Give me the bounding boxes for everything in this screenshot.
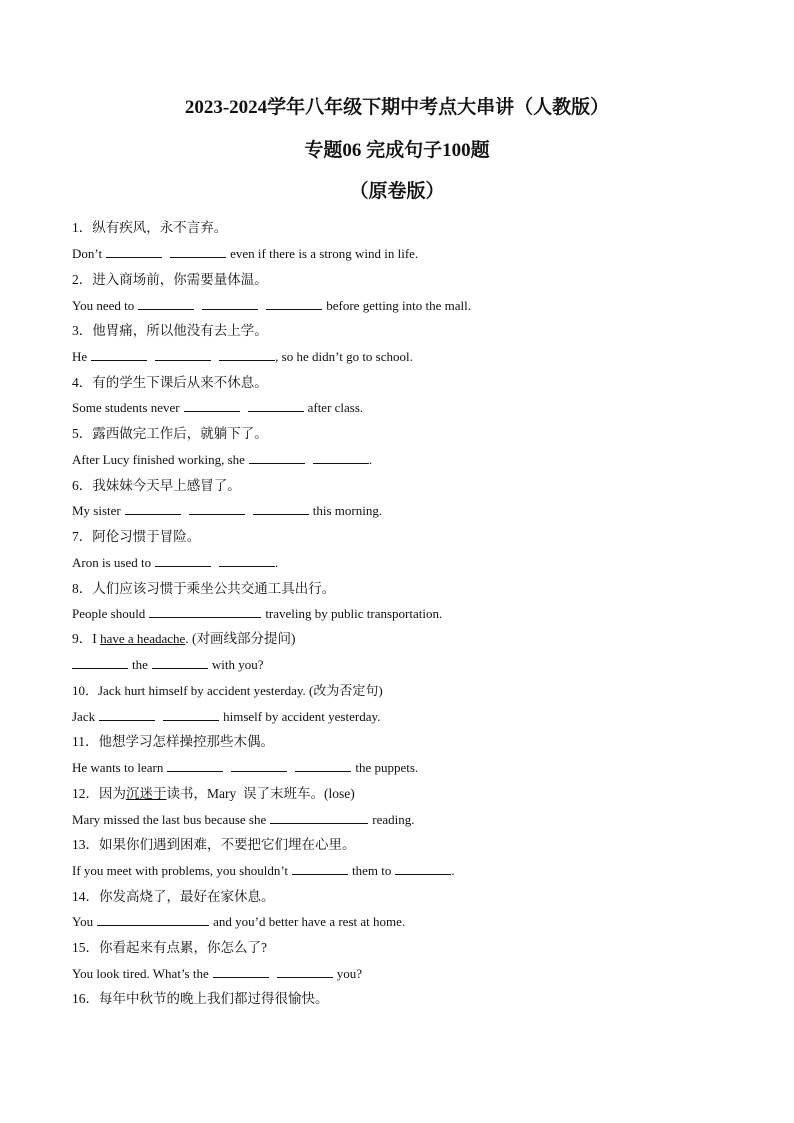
answer-blank[interactable] bbox=[91, 348, 147, 361]
sentence-text: My sister bbox=[72, 503, 121, 518]
question-5-sentence bbox=[72, 451, 372, 469]
sentence-text: with you? bbox=[211, 657, 264, 672]
question-15-sentence bbox=[72, 965, 362, 983]
question-1-prompt: 1．纵有疾风，永不言弃。 bbox=[72, 220, 228, 235]
question-11-sentence bbox=[72, 759, 418, 777]
prompt-text: 9．I bbox=[72, 631, 101, 646]
sentence-text: Mary missed the last bus because she bbox=[72, 812, 267, 827]
answer-blank[interactable] bbox=[155, 348, 211, 361]
answer-blank[interactable] bbox=[202, 297, 258, 310]
question-14-prompt: 14．你发高烧了，最好在家休息。 bbox=[72, 889, 275, 904]
answer-blank[interactable] bbox=[313, 451, 369, 464]
question-7-prompt: 7．阿伦习惯于冒险。 bbox=[72, 529, 201, 544]
answer-blank[interactable] bbox=[125, 502, 181, 515]
sentence-text: Some students never bbox=[72, 400, 180, 415]
sentence-text: traveling by public transportation. bbox=[265, 606, 443, 621]
answer-blank[interactable] bbox=[97, 913, 209, 926]
sentence-text: , so he didn’t go to school. bbox=[275, 349, 413, 364]
document-subtitle: 专题06 完成句子100题 bbox=[304, 140, 490, 161]
answer-blank[interactable] bbox=[219, 554, 275, 567]
sentence-text: himself by accident yesterday. bbox=[223, 709, 381, 724]
sentence-text: the puppets. bbox=[355, 760, 419, 775]
answer-blank[interactable] bbox=[395, 862, 451, 875]
sentence-text: Don’t bbox=[72, 246, 103, 261]
sentence-text: them to bbox=[352, 863, 392, 878]
question-10-prompt: 10．Jack hurt himself by accident yesterday. (改为否定句) bbox=[72, 683, 383, 698]
question-7-sentence bbox=[72, 554, 278, 572]
question-2-prompt: 2．进入商场前，你需要量体温。 bbox=[72, 272, 268, 287]
question-13-sentence bbox=[72, 862, 455, 880]
question-4-prompt: 4．有的学生下课后从来不休息。 bbox=[72, 375, 268, 390]
question-15-prompt: 15．你看起来有点累，你怎么了? bbox=[72, 940, 267, 955]
question-9-prompt bbox=[72, 630, 296, 648]
answer-blank[interactable] bbox=[106, 245, 162, 258]
sentence-text: You look tired. What’s the bbox=[72, 966, 209, 981]
sentence-text: the bbox=[132, 657, 148, 672]
sentence-text: Jack bbox=[72, 709, 96, 724]
question-4-sentence bbox=[72, 399, 363, 417]
answer-blank[interactable] bbox=[248, 399, 304, 412]
question-12-prompt bbox=[72, 785, 355, 803]
document-version: （原卷版） bbox=[349, 181, 445, 202]
question-10-sentence bbox=[72, 708, 380, 726]
sentence-text: Aron is used to bbox=[72, 555, 152, 570]
question-16-prompt: 16．每年中秋节的晚上我们都过得很愉快。 bbox=[72, 991, 329, 1006]
underlined-phrase: 沉迷于 bbox=[126, 786, 167, 801]
answer-blank[interactable] bbox=[155, 554, 211, 567]
sentence-text: . bbox=[368, 452, 373, 467]
answer-blank[interactable] bbox=[219, 348, 275, 361]
sentence-text: you? bbox=[336, 966, 363, 981]
answer-blank[interactable] bbox=[152, 656, 208, 669]
sentence-text: You need to bbox=[72, 298, 135, 313]
sentence-text: After Lucy finished working, she bbox=[72, 452, 245, 467]
document-title: 2023-2024学年八年级下期中考点大串讲（人教版） bbox=[184, 97, 610, 118]
answer-blank[interactable] bbox=[292, 862, 348, 875]
answer-blank[interactable] bbox=[72, 656, 128, 669]
sentence-text: after class. bbox=[307, 400, 364, 415]
question-8-prompt: 8．人们应该习惯于乘坐公共交通工具出行。 bbox=[72, 581, 336, 596]
prompt-text: 读书，Mary 误了末班车。(lose) bbox=[166, 786, 355, 801]
sentence-text: He bbox=[72, 349, 88, 364]
answer-blank[interactable] bbox=[266, 297, 322, 310]
question-5-prompt: 5．露西做完工作后，就躺下了。 bbox=[72, 426, 268, 441]
sentence-text: If you meet with problems, you shouldn’t bbox=[72, 863, 289, 878]
prompt-text: . (对画线部分提问) bbox=[185, 631, 296, 646]
answer-blank[interactable] bbox=[170, 245, 226, 258]
answer-blank[interactable] bbox=[149, 605, 261, 618]
answer-blank[interactable] bbox=[270, 811, 368, 824]
sentence-text: and you’d better have a rest at home. bbox=[213, 914, 406, 929]
question-6-prompt: 6．我妹妹今天早上感冒了。 bbox=[72, 478, 241, 493]
answer-blank[interactable] bbox=[163, 708, 219, 721]
question-14-sentence bbox=[72, 913, 405, 931]
answer-blank[interactable] bbox=[231, 759, 287, 772]
sentence-text: even if there is a strong wind in life. bbox=[230, 246, 419, 261]
question-12-sentence bbox=[72, 811, 414, 829]
question-1-sentence bbox=[72, 245, 418, 263]
question-3-prompt: 3．他胃痛，所以他没有去上学。 bbox=[72, 323, 268, 338]
question-13-prompt: 13．如果你们遇到困难，不要把它们埋在心里。 bbox=[72, 837, 356, 852]
sentence-text: . bbox=[275, 555, 279, 570]
question-3-sentence bbox=[72, 348, 413, 366]
answer-blank[interactable] bbox=[253, 502, 309, 515]
sentence-text: . bbox=[451, 863, 455, 878]
question-11-prompt: 11．他想学习怎样操控那些木偶。 bbox=[72, 734, 274, 749]
question-2-sentence bbox=[72, 297, 471, 315]
question-6-sentence bbox=[72, 502, 382, 520]
sentence-text: He wants to learn bbox=[72, 760, 164, 775]
sentence-text: You bbox=[72, 914, 94, 929]
prompt-text: 12．因为 bbox=[72, 786, 126, 801]
underlined-phrase: have a headache bbox=[100, 631, 186, 646]
answer-blank[interactable] bbox=[189, 502, 245, 515]
question-8-sentence bbox=[72, 605, 442, 623]
answer-blank[interactable] bbox=[167, 759, 223, 772]
answer-blank[interactable] bbox=[295, 759, 351, 772]
sentence-text: People should bbox=[72, 606, 146, 621]
answer-blank[interactable] bbox=[277, 965, 333, 978]
sentence-text: this morning. bbox=[312, 503, 383, 518]
question-9-sentence bbox=[72, 656, 264, 674]
sentence-text: before getting into the mall. bbox=[326, 298, 472, 313]
answer-blank[interactable] bbox=[249, 451, 305, 464]
answer-blank[interactable] bbox=[213, 965, 269, 978]
answer-blank[interactable] bbox=[99, 708, 155, 721]
sentence-text: reading. bbox=[372, 812, 415, 827]
answer-blank[interactable] bbox=[138, 297, 194, 310]
answer-blank[interactable] bbox=[184, 399, 240, 412]
